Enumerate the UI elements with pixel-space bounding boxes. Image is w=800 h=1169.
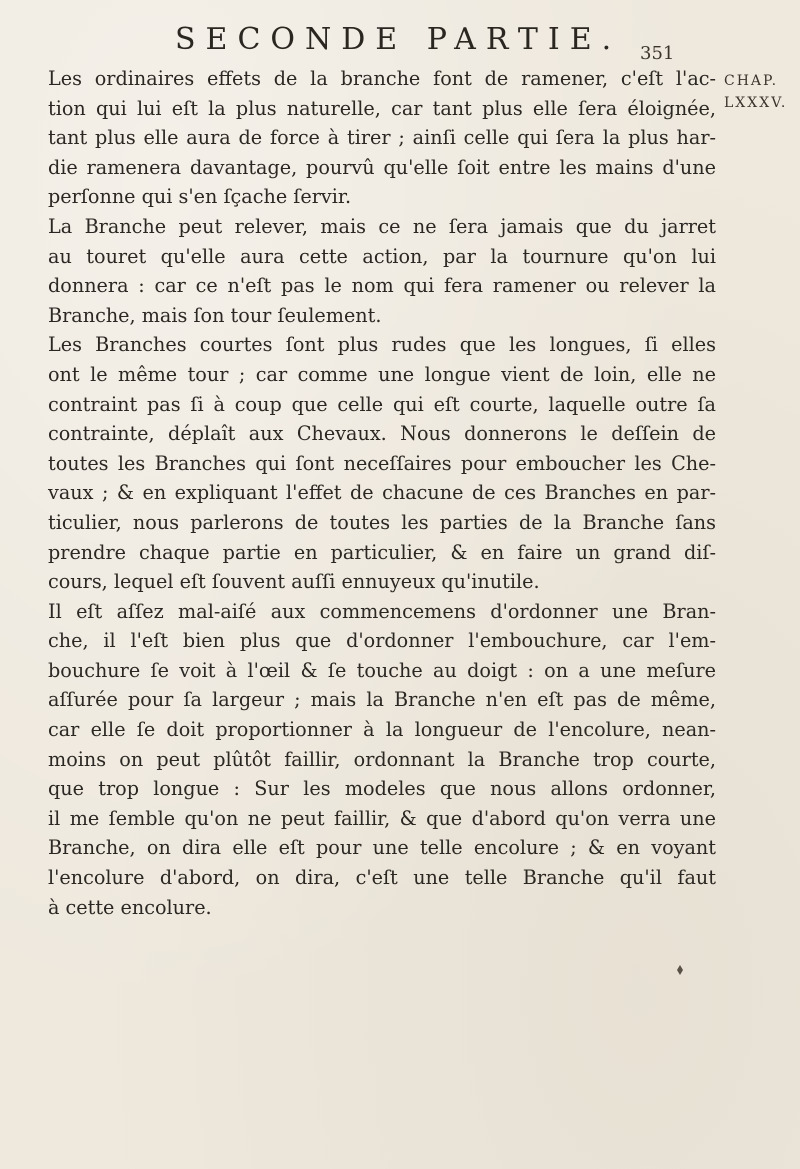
text-line: tion qui lui eſt la plus naturelle, car tant plus elle ſera éloignée, xyxy=(48,96,716,120)
text-line: prendre chaque partie en particulier, & en faire un grand diſ- xyxy=(48,540,716,564)
text-line: Les ordinaires effets de la branche font de ramener, c'eſt l'ac- xyxy=(48,67,716,90)
text-line: che, il l'eſt bien plus que d'ordonner l'embouchure, car l'em- xyxy=(48,629,716,653)
text-line: ticulier, nous parlerons de toutes les parties de la Branche ſans xyxy=(48,510,716,534)
text-line: La Branche peut relever, mais ce ne ſera jamais que du jarret xyxy=(48,214,716,238)
text-line: car elle ſe doit proportionner à la longueur de l'encolure, nean- xyxy=(48,718,716,742)
text-line: l'encolure d'abord, on dira, c'eſt une telle Branche qu'il faut xyxy=(48,866,716,890)
running-header: SECONDE PARTIE. xyxy=(175,22,622,57)
page-number: 351 xyxy=(640,43,675,64)
text-line: moins on peut plûtôt faillir, ordonnant la Branche trop courte, xyxy=(48,747,716,771)
chapter-marginal-note xyxy=(724,70,798,114)
text-line: perſonne qui s'en ſçache ſervir. xyxy=(48,185,352,209)
text-line: donnera : car ce n'eſt pas le nom qui fera ramener ou relever la xyxy=(48,274,716,298)
text-line: toutes les Branches qui ſont neceſſaires pour emboucher les Che- xyxy=(48,451,716,475)
text-line: vaux ; & en expliquant l'effet de chacune de ces Branches en par- xyxy=(48,481,716,505)
text-line: Les Branches courtes ſont plus rudes que les longues, ſi elles xyxy=(48,333,716,357)
chapter-number: LXXXV. xyxy=(724,95,788,111)
text-line: ont le même tour ; car comme une longue vient de loin, elle ne xyxy=(48,362,716,386)
ink-speck-ornament xyxy=(675,964,685,980)
text-line: Branche, on dira elle eſt pour une telle encolure ; & en voyant xyxy=(48,836,716,860)
text-line: Il eſt aſſez mal-aiſé aux commencemens d'ordonner une Bran- xyxy=(48,599,716,623)
text-line: contraint pas ſi à coup que celle qui eſt courte, laquelle outre ſa xyxy=(48,392,716,416)
text-line: à cette encolure. xyxy=(48,895,212,919)
text-line: il me ſemble qu'on ne peut faillir, & que d'abord qu'on verra une xyxy=(48,806,716,830)
body-text xyxy=(48,64,716,922)
text-line: au touret qu'elle aura cette action, par la tournure qu'on lui xyxy=(48,244,716,268)
text-line: tant plus elle aura de force à tirer ; ainſi celle qui ſera la plus har- xyxy=(48,126,716,150)
text-line: contrainte, déplaît aux Chevaux. Nous donnerons le deſſein de xyxy=(48,422,716,446)
text-line: que trop longue : Sur les modeles que nous allons ordonner, xyxy=(48,777,716,801)
text-line: cours, lequel eſt ſouvent auſſi ennuyeux qu'inutile. xyxy=(48,570,540,594)
chapter-label: CHAP. xyxy=(724,73,779,89)
text-line: aſſurée pour ſa largeur ; mais la Branche n'en eſt pas de même, xyxy=(48,688,716,712)
text-line: bouchure ſe voit à l'œil & ſe touche au doigt : on a une meſure xyxy=(48,658,716,682)
text-line: die ramenera davantage, pourvû qu'elle ſoit entre les mains d'une xyxy=(48,155,716,179)
text-line: Branche, mais ſon tour ſeulement. xyxy=(48,303,382,327)
